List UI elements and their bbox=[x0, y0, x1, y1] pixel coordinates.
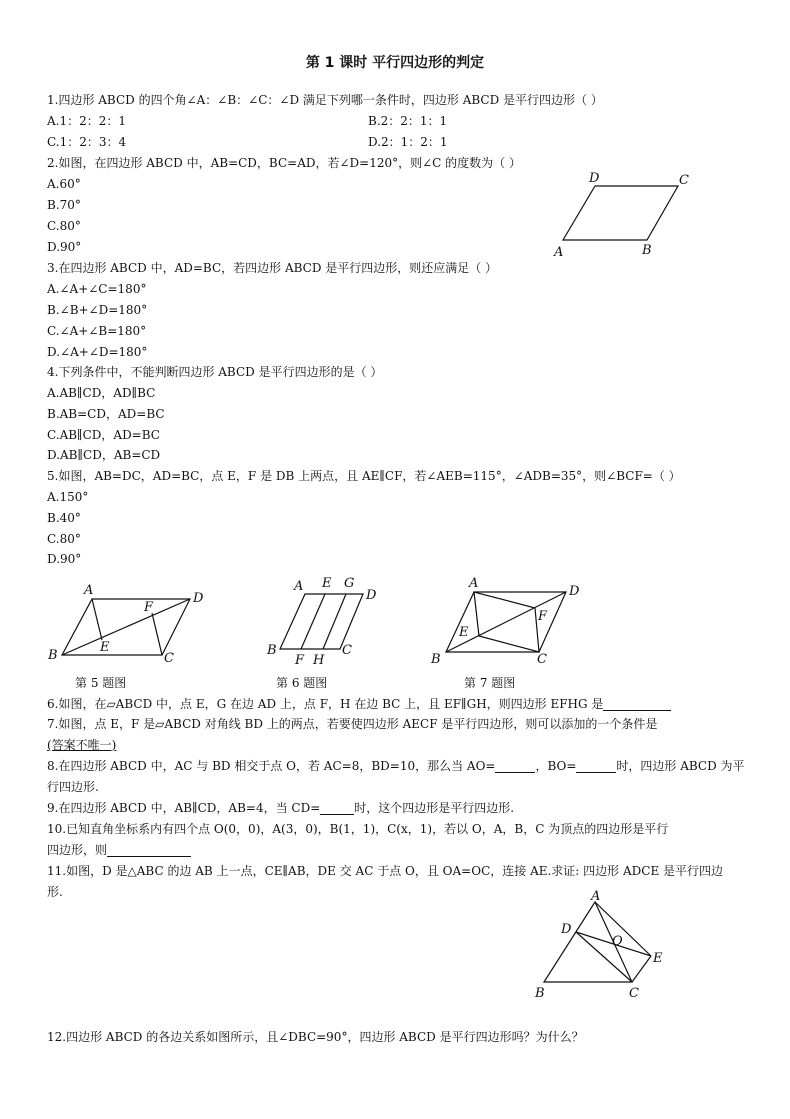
q6-figure bbox=[262, 572, 402, 690]
q7-label-d: D bbox=[569, 584, 580, 599]
q11-line1: 11.如图，D 是△ABC 的边 AB 上一点，CE∥AB，DE 交 AC 于点 O，且 OA=OC，连接 AE.求证: 四边形 ADCE 是平行四边 bbox=[47, 864, 724, 878]
q11-line2: 形. bbox=[47, 885, 63, 899]
q9-part2: 时，这个四边形是平行四边形. bbox=[354, 801, 515, 815]
q7-label-e: E bbox=[459, 625, 469, 640]
q5-figure bbox=[40, 578, 220, 690]
q8-line2: 行四边形. bbox=[47, 780, 99, 794]
q11-label-e: E bbox=[653, 951, 663, 966]
q2-label-b: B bbox=[642, 243, 652, 258]
q5-caption: 第 5 题图 bbox=[75, 676, 127, 690]
q7-caption: 第 7 题图 bbox=[464, 676, 516, 690]
q4-option-d: D.AB∥CD，AB=CD bbox=[47, 448, 161, 462]
q9-text bbox=[47, 801, 514, 815]
q11-label-c: C bbox=[629, 986, 639, 1001]
q1-option-a: A.1：2：2：1 bbox=[47, 114, 127, 128]
q5-segment-cf bbox=[152, 613, 162, 655]
q6-label-a: A bbox=[294, 579, 304, 594]
q6-label-e: E bbox=[322, 576, 332, 591]
q7-line1: 7.如图，点 E，F 是▱ABCD 对角线 BD 上的两点，若要使四边形 AECF 是平行四边形，则可以添加的一个条件是 bbox=[47, 717, 658, 731]
q2-label-c: C bbox=[679, 173, 689, 188]
q6-label-g: G bbox=[344, 576, 355, 591]
q5-label-c: C bbox=[164, 651, 174, 666]
q5-segment-ae bbox=[92, 599, 102, 640]
q5-label-f: F bbox=[144, 600, 154, 615]
q8-bo-blank[interactable] bbox=[576, 760, 616, 773]
q7-line2[interactable]: (答案不唯一) bbox=[47, 738, 117, 752]
q8-part3: 时，四边形 ABCD 为平 bbox=[616, 759, 745, 773]
q7-label-b: B bbox=[431, 652, 441, 667]
q2-label-a: A bbox=[554, 245, 564, 260]
q5-label-a: A bbox=[84, 583, 94, 598]
q11-label-b: B bbox=[535, 986, 545, 1001]
q7-label-c: C bbox=[537, 652, 547, 667]
q4-option-b: B.AB=CD，AD=BC bbox=[47, 407, 165, 421]
q8-text bbox=[47, 759, 745, 773]
q6-answer-blank[interactable] bbox=[603, 698, 671, 711]
q7-figure bbox=[422, 572, 587, 690]
q11-figure bbox=[525, 890, 685, 1002]
q6-segment-ef bbox=[301, 594, 325, 649]
q11-segment-dc bbox=[576, 932, 632, 982]
q5-option-c: C.80° bbox=[47, 532, 81, 546]
q9-cd-blank[interactable] bbox=[320, 802, 354, 815]
q1-stem: 1.四边形 ABCD 的四个角∠A：∠B：∠C：∠D 满足下列哪一条件时，四边形 ABCD 是平行四边形（ ） bbox=[47, 93, 603, 107]
q6-text bbox=[47, 697, 671, 711]
q8-part1: 8.在四边形 ABCD 中，AC 与 BD 相交于点 O，若 AC=8，BD=10，那么当 AO= bbox=[47, 759, 496, 773]
q6-label-f: F bbox=[295, 653, 305, 668]
q2-option-a: A.60° bbox=[47, 177, 81, 191]
q5-stem: 5.如图，AB=DC，AD=BC，点 E，F 是 DB 上两点，且 AE∥CF，若∠AEB=115°，∠ADB=35°，则∠BCF=（ ） bbox=[47, 469, 681, 483]
q5-label-b: B bbox=[48, 648, 58, 663]
q11-label-a: A bbox=[591, 890, 601, 904]
q6-stem: 6.如图，在▱ABCD 中，点 E，G 在边 AD 上，点 F，H 在边 BC 上，且 EF∥GH，则四边形 EFHG 是 bbox=[47, 697, 604, 711]
q6-label-c: C bbox=[342, 643, 352, 658]
q5-option-d: D.90° bbox=[47, 552, 82, 566]
q2-parallelogram bbox=[563, 186, 678, 240]
q11-label-d: D bbox=[561, 922, 572, 937]
q11-segment-ce bbox=[632, 956, 651, 982]
q1-option-c: C.1：2：3：4 bbox=[47, 135, 127, 149]
q1-option-b: B.2：2：1：1 bbox=[368, 114, 448, 128]
q2-figure bbox=[540, 168, 710, 263]
q5-option-b: B.40° bbox=[47, 511, 81, 525]
q1-option-d: D.2：1：2：1 bbox=[368, 135, 448, 149]
q3-option-c: C.∠A+∠B=180° bbox=[47, 324, 147, 338]
q10-answer-blank[interactable] bbox=[107, 844, 191, 857]
q11-segment-ae bbox=[595, 902, 651, 956]
q6-label-h: H bbox=[313, 653, 325, 668]
q3-option-a: A.∠A+∠C=180° bbox=[47, 282, 147, 296]
q5-label-e: E bbox=[100, 640, 110, 655]
q2-option-d: D.90° bbox=[47, 240, 82, 254]
q11-label-o: O bbox=[612, 934, 623, 949]
q4-option-a: A.AB∥CD，AD∥BC bbox=[47, 386, 156, 400]
q3-option-d: D.∠A+∠D=180° bbox=[47, 345, 148, 359]
q2-label-d: D bbox=[589, 171, 600, 186]
q2-option-b: B.70° bbox=[47, 198, 81, 212]
q10-line1: 10.已知直角坐标系内有四个点 O(0，0)，A(3，0)，B(1，1)，C(x，1)，若以 O，A，B，C 为顶点的四边形是平行 bbox=[47, 822, 669, 836]
q4-option-c: C.AB∥CD，AD=BC bbox=[47, 428, 160, 442]
q7-label-a: A bbox=[469, 576, 479, 591]
q8-part2: ，BO= bbox=[535, 759, 577, 773]
q10-line2: 四边形，则 bbox=[47, 843, 108, 857]
page-title: 第 1 课时 平行四边形的判定 bbox=[305, 55, 485, 71]
q4-stem: 4.下列条件中，不能判断四边形 ABCD 是平行四边形的是（ ） bbox=[47, 365, 383, 379]
q5-option-a: A.150° bbox=[47, 490, 89, 504]
q5-diagonal-bd bbox=[62, 599, 190, 655]
q6-label-d: D bbox=[366, 588, 377, 603]
q8-ao-blank[interactable] bbox=[495, 760, 535, 773]
q5-label-d: D bbox=[193, 591, 204, 606]
q12-text: 12.四边形 ABCD 的各边关系如图所示，且∠DBC=90°，四边形 ABCD 是平行四边形吗？为什么？ bbox=[47, 1030, 584, 1044]
q6-caption: 第 6 题图 bbox=[276, 676, 328, 690]
q2-option-c: C.80° bbox=[47, 219, 81, 233]
q3-option-b: B.∠B+∠D=180° bbox=[47, 303, 148, 317]
q3-stem: 3.在四边形 ABCD 中，AD=BC，若四边形 ABCD 是平行四边形，则还应满足（ ） bbox=[47, 261, 498, 275]
q6-label-b: B bbox=[267, 643, 277, 658]
q6-segment-gh bbox=[323, 594, 346, 649]
q9-part1: 9.在四边形 ABCD 中，AB∥CD，AB=4，当 CD= bbox=[47, 801, 321, 815]
q7-label-f: F bbox=[538, 609, 548, 624]
q10-line2-wrap bbox=[47, 843, 191, 857]
q2-stem: 2.如图，在四边形 ABCD 中，AB=CD，BC=AD，若∠D=120°，则∠C 的度数为（ ） bbox=[47, 156, 521, 170]
